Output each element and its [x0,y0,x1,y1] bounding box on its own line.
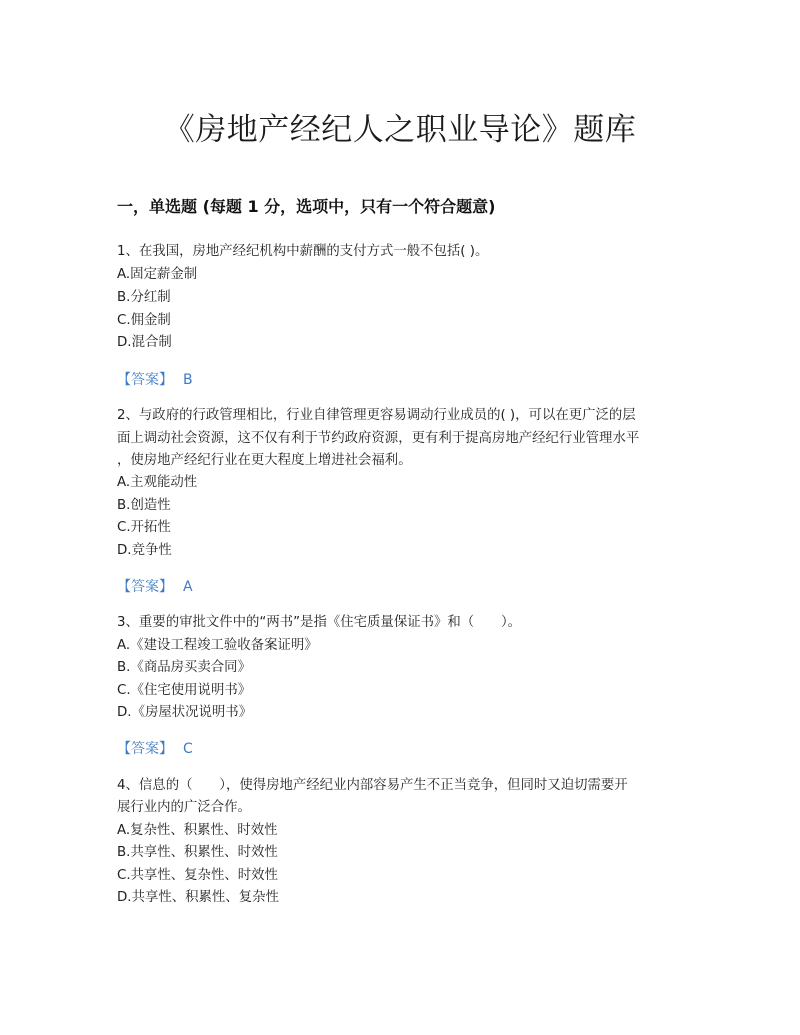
question-2-text-line-1: 2、与政府的行政管理相比，行业自律管理更容易调动行业成员的( )，可以在更广泛的层 [117,408,636,423]
question-3-text: 3、重要的审批文件中的“两书”是指《住宅质量保证书》和（ ）。 [117,615,522,630]
question-4-option-c: C.共享性、复杂性、时效性 [117,868,278,883]
question-4-option-d: D.共享性、积累性、复杂性 [117,890,279,905]
question-2-option-a: A.主观能动性 [117,475,198,490]
question-4-option-b: B.共享性、积累性、时效性 [117,845,278,860]
question-4-text-line-2: 展行业内的广泛合作。 [117,800,251,815]
answer-value: C [183,741,193,757]
answer-label: 【答案】 [117,741,173,757]
answer-value: A [183,579,193,595]
question-3-option-a: A.《建设工程竣工验收备案证明》 [117,638,318,653]
question-1-option-d: D.混合制 [117,335,172,350]
question-2-option-b: B.创造性 [117,498,171,513]
question-3-answer [117,738,193,760]
answer-label: 【答案】 [117,579,173,595]
question-1-text: 1、在我国，房地产经纪机构中薪酬的支付方式一般不包括( )。 [117,244,489,259]
question-1-answer [117,369,193,391]
question-3-option-b: B.《商品房买卖合同》 [117,660,251,675]
section-heading: 一，单选题 (每题 1 分，选项中，只有一个符合题意) [117,197,496,216]
question-2-text-line-2: 面上调动社会资源，这不仅有利于节约政府资源，更有利于提高房地产经纪行业管理水平 [117,431,640,446]
question-2-answer [117,576,193,598]
question-2-text-line-3: ，使房地产经纪行业在更大程度上增进社会福利。 [117,453,412,468]
question-4-text-line-1: 4、信息的（ ），使得房地产经纪业内部容易产生不正当竞争，但同时又迫切需要开 [117,778,628,793]
question-2-option-d: D.竞争性 [117,543,172,558]
question-3-option-d: D.《房屋状况说明书》 [117,705,253,720]
question-3-option-c: C.《住宅使用说明书》 [117,683,252,698]
question-2-option-c: C.开拓性 [117,520,171,535]
question-1-option-b: B.分红制 [117,290,171,305]
answer-label: 【答案】 [117,372,173,388]
question-1-option-c: C.佣金制 [117,313,171,328]
document-title: 《房地产经纪人之职业导论》题库 [163,112,637,148]
question-1-option-a: A.固定薪金制 [117,267,198,282]
question-4-option-a: A.复杂性、积累性、时效性 [117,823,278,838]
answer-value: B [183,372,193,388]
